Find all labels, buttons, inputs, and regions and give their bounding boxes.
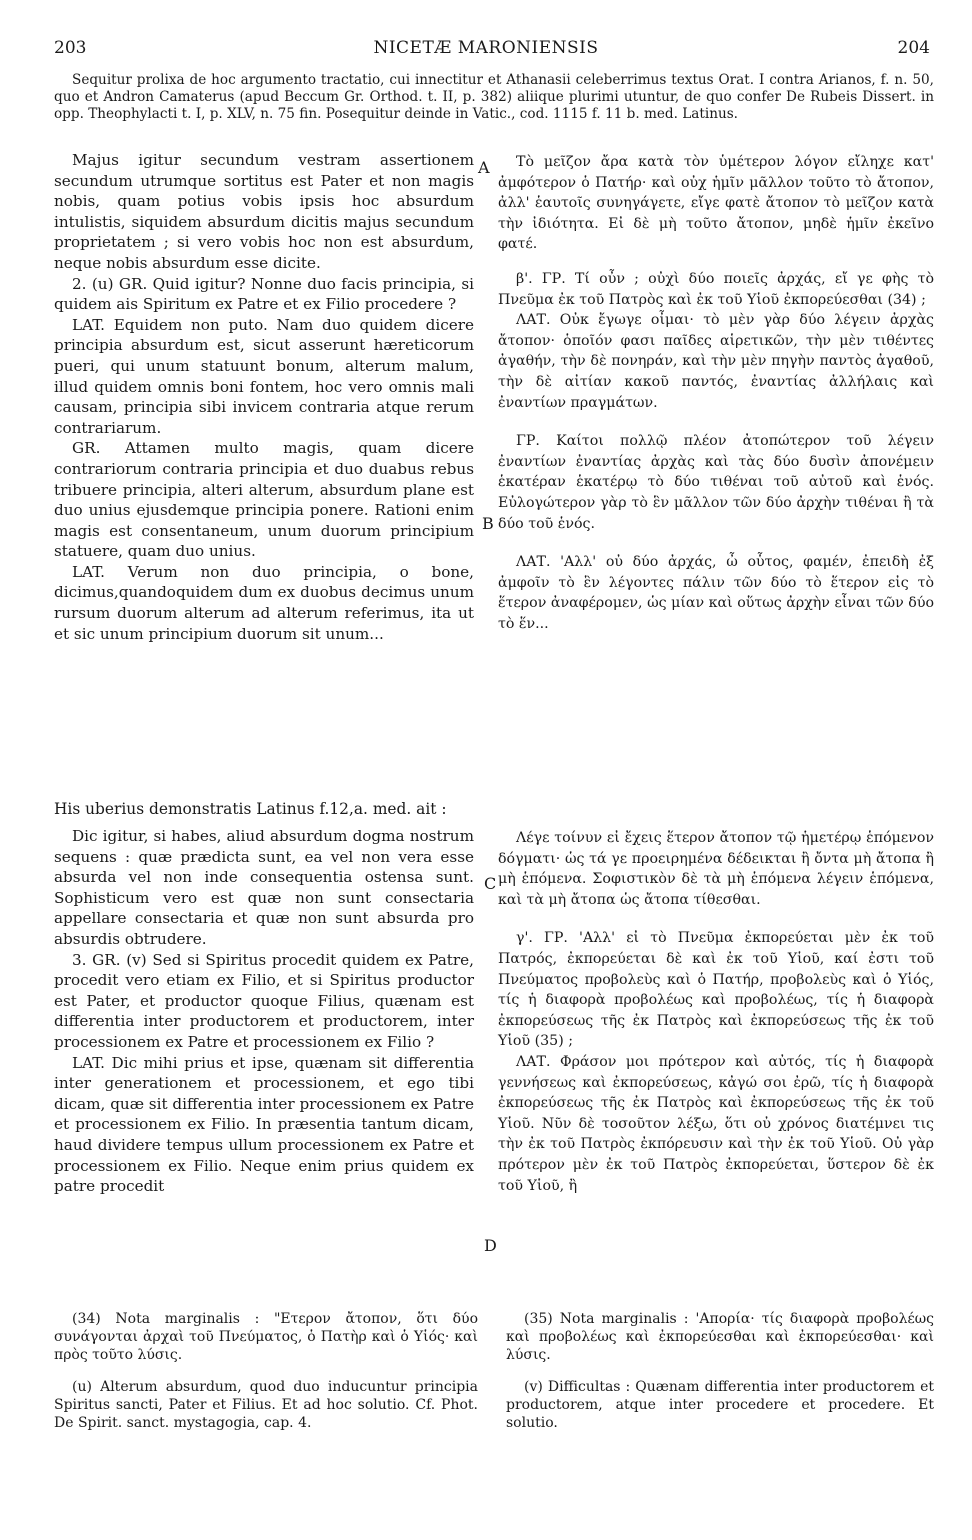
section-transition: His uberius demonstratis Latinus f.12,a. med. ait :	[54, 800, 447, 818]
footnotes-left	[54, 1310, 478, 1446]
page-number-right: 204	[897, 38, 930, 58]
margin-letter-d: D	[484, 1236, 497, 1255]
greek-paragraph: ΓΡ. Καίτοι πολλῷ πλέον ἀτοπώτερον τοῦ λέγειν ἐναντίων ἐναντίας ἀρχὰς καὶ τὰς δύο δυσὶν ἀπονέμειν ἑκατέραν ἑκατέρῳ τὸ δύο τιθέναι τοῦ αὐτοῦ καὶ ἑνός. Εὐλογώτερον γὰρ τὸ ἓν μᾶλλον τῶν δύο ἀρχὴν τιθέναι ἢ τὰ δύο τοῦ ἑνός.	[498, 433, 934, 532]
latin-column-1	[54, 150, 474, 644]
running-title: NICETÆ MARONIENSIS	[373, 38, 599, 58]
latin-paragraph: Majus igitur secundum vestram assertionem secundum utrumque sortitus est Pater et non magis nobis, quam potius vobis ipsis hoc absurdum intulistis, siquidem absurdum dicitis majus secundum proprietatem ; si vero vobis hoc non est absurdum, neque nobis absurdum esse dicite.	[54, 151, 474, 272]
margin-letter-b: B	[482, 514, 494, 533]
greek-paragraph: ΛΑΤ. Φράσον μοι πρότερον καὶ αὐτός, τίς ἡ διαφορὰ γεννήσεως καὶ ἐκπορεύσεως, κἀγώ σοι ἐρῶ, τίς ἡ διαφορὰ ἐκπορεύσεως τῆς ἐκ Πατρὸς καὶ ἐκπορεύσεως τῆς ἐκ τοῦ Υἱοῦ. Νῦν δὲ τοσοῦτον λέξω, ὅτι οὐ χρόνος διατέμνει τις τὴν ἐκ τοῦ Πατρὸς ἐκπόρευσιν καὶ τὴν ἐκ τοῦ Υἱοῦ. Οὐ γὰρ πρότερον μὲν ἐκ τοῦ Πατρὸς ἐκπορεύεται, ὕστερον δὲ ἐκ τοῦ Υἱοῦ, ἢ	[498, 1053, 934, 1194]
greek-paragraph: ΛΑΤ. 'Αλλ' οὐ δύο ἀρχάς, ὦ οὗτος, φαμέν, ἐπειδὴ ἐξ ἀμφοῖν τὸ ἓν λέγοντες πάλιν τῶν δύο τὸ ἕτερον εἰς τὸ ἕτερον ἀναφέρομεν, ὡς μίαν καὶ οὕτως ἀρχὴν εἶναι τῶν δύο τὸ ἕν...	[498, 554, 934, 632]
greek-paragraph: ΛΑΤ. Οὐκ ἔγωγε οἶμαι· τὸ μὲν γὰρ δύο λέγειν ἀρχὰς ἄτοπον· ὁποῖόν φασι παῖδες αἱρετικῶν, τὴν μὲν τιθέντες ἀγαθήν, τὴν δὲ πονηράν, καὶ τὴν μὲν πηγὴν παντὸς ἀγαθοῦ, τὴν δὲ αἰτίαν κακοῦ παντός, ἐναντίας ἀλλήλαις καὶ ἐναντίων πραγμάτων.	[498, 312, 934, 411]
footnote: (34) Nota marginalis : "Ετερον ἄτοπον, ὅτι δύο συνάγονται ἀρχαὶ τοῦ Πνεύματος, ὁ Πατὴρ καὶ ὁ Υἱός· καὶ πρὸς τοῦτο λύσις.	[54, 1311, 478, 1363]
intro-paragraph: Sequitur prolixa de hoc argumento tractatio, cui innectitur et Athanasii celeberrimus textus Orat. I contra Arianos, f. n. 50, quo et Andron Camaterus (apud Beccum Gr. Orthod. t. II, p. 382) aliique plurimi utuntur, de quo confer De Rubeis Dissert. in opp. Theophylacti t. I, p. XLV, n. 75 fin. Posequitur deinde in Vatic., cod. 1115 f. 11 b. med. Latinus.	[54, 72, 934, 122]
footnote: (v) Difficultas : Quænam differentia inter productorem et productorem, atque inter procedere et procedere. Et solutio.	[506, 1379, 934, 1431]
latin-paragraph: LAT. Dic mihi prius et ipse, quænam sit differentia inter generationem et processionem, et ego tibi dicam, quæ sit differentia inter processionem ex Patre et processionem ex Filio. In præsentia tantum dicam, haud dividere tempus ullum processionem ex Patre et processionem ex Filio. Neque enim prius quidem ex patre procedit	[54, 1053, 474, 1196]
greek-paragraph: β'. ΓΡ. Τί οὖν ; οὐχὶ δύο ποιεῖς ἀρχάς, εἴ γε φὴς τὸ Πνεῦμα ἐκ τοῦ Πατρὸς καὶ ἐκ τοῦ Υἱοῦ ἐκπορεύεσθαι (34) ;	[498, 270, 934, 308]
latin-column-2	[54, 826, 474, 1197]
latin-paragraph: 2. (u) GR. Quid igitur? Nonne duo facis principia, si quidem ais Spiritum ex Patre et ex Filio procedere ?	[54, 274, 474, 314]
footnotes-right	[506, 1310, 934, 1446]
latin-paragraph: GR. Attamen multo magis, quam dicere contrariorum contraria principia et duo duabus rebus tribuere principia, alteri alterum, absurdum plane est duo unius ejusdemque principia ponere. Rationi enim magis est consentaneum, unum duorum principium statuere, quam duo unius.	[54, 439, 474, 561]
greek-paragraph: Τὸ μεῖζον ἄρα κατὰ τὸν ὑμέτερον λόγον εἴληχε κατ' ἀμφότερον ὁ Πατήρ· καὶ οὐχ ἡμῖν μᾶλλον τοῦτο τὸ ἄτοπον, ἀλλ' ἑαυτοῖς συνηγάγετε, εἴγε φατὲ ἄτοπον τὸ μεῖζον κατὰ τὴν ἰδιότητα. Εἰ δὲ μὴ τοῦτο ἄτοπον, μηδὲ ἡμῖν ἐκεῖνο φατέ.	[498, 154, 934, 253]
greek-paragraph: γ'. ΓΡ. 'Αλλ' εἰ τὸ Πνεῦμα ἐκπορεύεται μὲν ἐκ τοῦ Πατρός, ἐκπορεύεται δὲ καὶ ἐκ τοῦ Υἱοῦ, καί ἐστι τοῦ Πνεύματος προβολεὺς καὶ ὁ Πατήρ, προβολεὺς καὶ ὁ Υἱός, τίς ἡ διαφορὰ προβολέως καὶ προβολέως, τίς ἡ διαφορὰ ἐκπορεύσεως τῆς ἐκ Πατρὸς καὶ ἐκπορεύσεως τῆς ἐκ τοῦ Υἱοῦ (35) ;	[498, 930, 934, 1050]
greek-column-2	[498, 828, 934, 1196]
latin-paragraph: 3. GR. (v) Sed si Spiritus procedit quidem ex Patre, procedit vero etiam ex Filio, et si Spiritus productor est Pater, et productor quoque Filius, quænam est differentia inter productorem et productorem, inter processionem ex Patre et processionem ex Filio ?	[54, 950, 474, 1051]
footnote: (u) Alterum absurdum, quod duo inducuntur principia Spiritus sancti, Pater et Filius. Et ad hoc solutio. Cf. Phot. De Spirit. sanct. mystagogia, cap. 4.	[54, 1379, 478, 1431]
greek-column-1	[498, 152, 934, 634]
latin-paragraph: Dic igitur, si habes, aliud absurdum dogma nostrum sequens : quæ prædicta sunt, ea vel non vera esse absurda vel non inde consequentia ostensa sunt. Sophisticum vero est quæ non sunt consectaria appellare consectaria et quæ non sunt absurda pro absurdis obtrudere.	[54, 827, 474, 948]
page-number-left: 203	[54, 38, 87, 58]
margin-letter-c: C	[484, 874, 497, 893]
greek-paragraph: Λέγε τοίνυν εἰ ἔχεις ἕτερον ἄτοπον τῷ ἡμετέρῳ ἑπόμενον δόγματι· ὡς τά γε προειρημένα δέδεικται ἢ ὄντα μὴ ἄτοπα ἢ μὴ ἑπόμενα. Σοφιστικὸν δὲ τὰ μὴ ἑπόμενα λέγειν ἑπόμενα, καὶ τὰ μὴ ἄτοπα ὡς ἄτοπα τίθεσθαι.	[498, 830, 934, 908]
latin-paragraph: LAT. Equidem non puto. Nam duo quidem dicere principia absurdum est, sicut asserunt hæreticorum pueri, qui unum statuunt bonum, alterum malum, illud quidem omnis boni fontem, hoc vero omnis mali causam, principia sibi invicem contraria atque rerum contrariarum.	[54, 315, 474, 437]
margin-letter-a: A	[478, 158, 490, 177]
footnote: (35) Nota marginalis : 'Απορία· τίς διαφορὰ προβολέως καὶ προβολέως καὶ ἐκπορεύεσθαι καὶ ἐκπορεύεσθαι· καὶ λύσις.	[506, 1311, 934, 1363]
latin-paragraph: LAT. Verum non duo principia, o bone, dicimus,quandoquidem dum ex duobus decimus unum rursum duorum alterum ad alterum referimus, ita ut et sic unum principium duorum sit unum...	[54, 562, 474, 643]
